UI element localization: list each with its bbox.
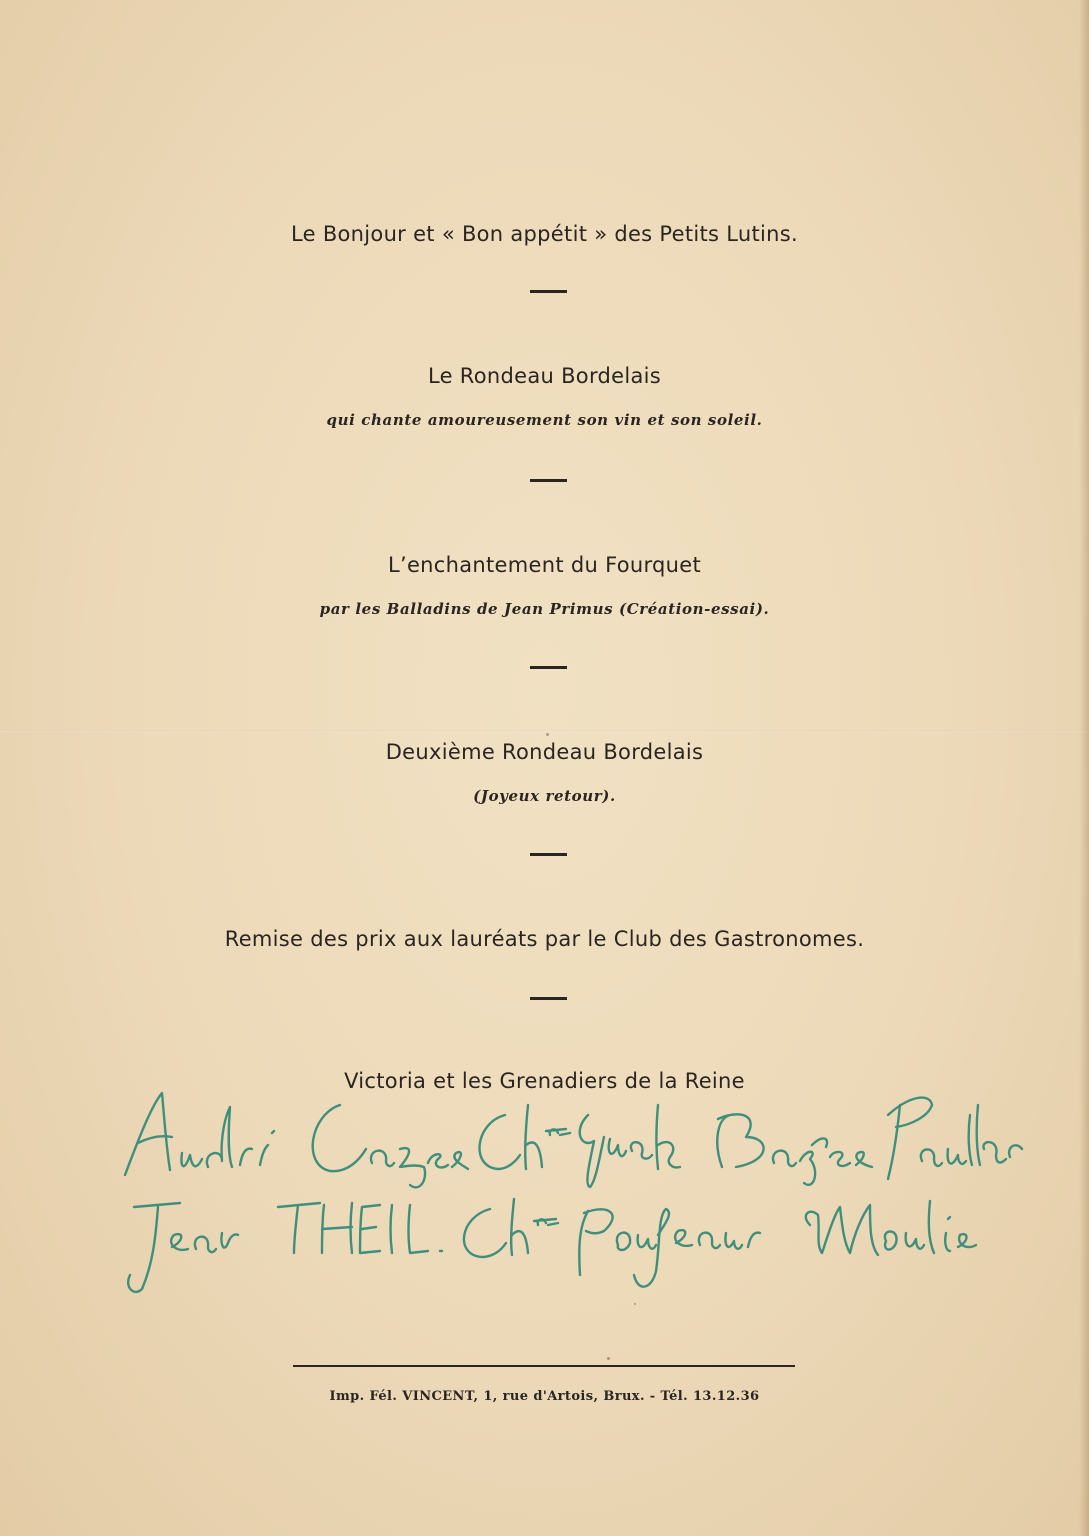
- paper-speck: [607, 1357, 610, 1360]
- handwritten-signatures: [110, 1075, 1030, 1305]
- program-item-2-subtitle: qui chante amoureusement son vin et son soleil.: [326, 411, 763, 429]
- signature-line-1-ink: [125, 1093, 1022, 1187]
- program-item-4-title: Deuxième Rondeau Bordelais: [385, 740, 704, 764]
- separator-dash: [530, 997, 567, 1000]
- signature-line-2-ink: [128, 1199, 976, 1292]
- program-item-3-subtitle: par les Balladins de Jean Primus (Création-essai).: [319, 600, 770, 618]
- printer-imprint: Imp. Fél. VINCENT, 1, rue d'Artois, Brux. - Tél. 13.12.36: [329, 1389, 760, 1404]
- program-item-4-subtitle: (Joyeux retour).: [473, 787, 616, 805]
- separator-dash: [530, 290, 567, 293]
- program-item-1-title: Le Bonjour et « Bon appétit » des Petits Lutins.: [291, 222, 798, 246]
- paper-speck: [546, 733, 549, 736]
- program-item-3-title: L’enchantement du Fourquet: [387, 553, 702, 577]
- paper-speck: [634, 1303, 636, 1305]
- separator-dash: [530, 479, 567, 482]
- separator-dash: [530, 853, 567, 856]
- program-item-5-title: Remise des prix aux lauréats par le Club des Gastronomes.: [224, 927, 865, 951]
- program-item-2-title: Le Rondeau Bordelais: [427, 364, 662, 388]
- program-item-6-title: Victoria et les Grenadiers de la Reine: [344, 1069, 745, 1093]
- footer-rule: [293, 1365, 795, 1367]
- paper-fold: [0, 730, 1089, 732]
- separator-dash: [530, 666, 567, 669]
